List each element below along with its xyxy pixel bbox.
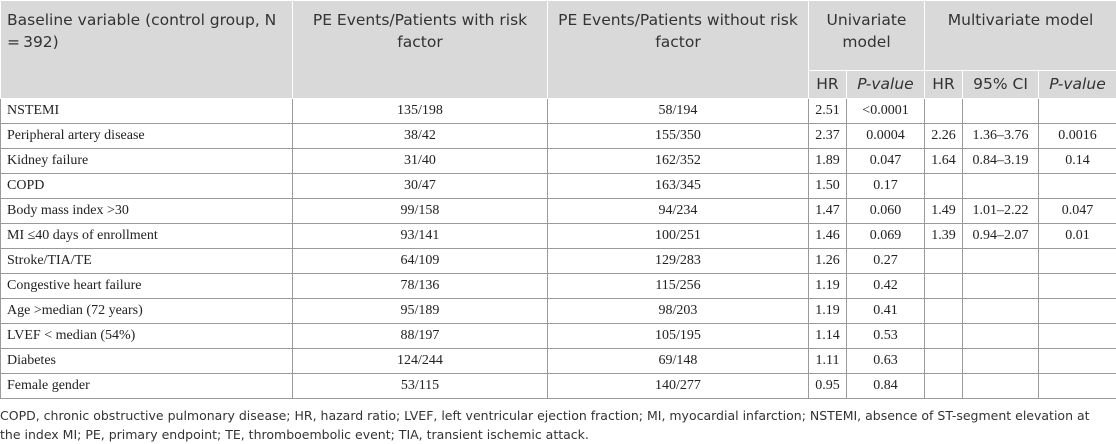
cell-variable-name: MI ≤40 days of enrollment bbox=[1, 224, 293, 249]
cell-without-risk-factor: 140/277 bbox=[548, 374, 809, 399]
cell-uni-hr: 1.47 bbox=[809, 199, 847, 224]
cell-uni-hr: 1.19 bbox=[809, 274, 847, 299]
cell-uni-hr: 2.37 bbox=[809, 124, 847, 149]
cell-multi-hr: 1.39 bbox=[925, 224, 963, 249]
cell-multi-pvalue bbox=[1039, 274, 1116, 299]
cell-multi-pvalue bbox=[1039, 99, 1116, 124]
cell-multi-ci bbox=[963, 324, 1039, 349]
cell-variable-name: COPD bbox=[1, 174, 293, 199]
cell-uni-hr: 1.14 bbox=[809, 324, 847, 349]
cell-multi-hr bbox=[925, 249, 963, 274]
cell-uni-pvalue: 0.41 bbox=[847, 299, 925, 324]
cell-multi-pvalue: 0.0016 bbox=[1039, 124, 1116, 149]
cell-multi-pvalue bbox=[1039, 324, 1116, 349]
cell-uni-pvalue: 0.0004 bbox=[847, 124, 925, 149]
cell-multi-ci bbox=[963, 99, 1039, 124]
cell-uni-hr: 0.95 bbox=[809, 374, 847, 399]
cell-variable-name: Kidney failure bbox=[1, 149, 293, 174]
cell-uni-hr: 1.50 bbox=[809, 174, 847, 199]
cell-multi-hr: 2.26 bbox=[925, 124, 963, 149]
cell-uni-pvalue: 0.53 bbox=[847, 324, 925, 349]
cell-without-risk-factor: 69/148 bbox=[548, 349, 809, 374]
header-multivariate-model: Multivariate model bbox=[925, 1, 1116, 71]
cell-uni-pvalue: 0.27 bbox=[847, 249, 925, 274]
cell-without-risk-factor: 105/195 bbox=[548, 324, 809, 349]
table-row bbox=[1, 149, 1116, 174]
cell-with-risk-factor: 53/115 bbox=[293, 374, 548, 399]
cell-with-risk-factor: 135/198 bbox=[293, 99, 548, 124]
cell-with-risk-factor: 124/244 bbox=[293, 349, 548, 374]
cell-multi-hr: 1.64 bbox=[925, 149, 963, 174]
cell-multi-ci: 1.36–3.76 bbox=[963, 124, 1039, 149]
table-row bbox=[1, 274, 1116, 299]
cell-multi-ci: 1.01–2.22 bbox=[963, 199, 1039, 224]
cell-uni-pvalue: 0.42 bbox=[847, 274, 925, 299]
cell-variable-name: LVEF < median (54%) bbox=[1, 324, 293, 349]
cell-uni-hr: 1.19 bbox=[809, 299, 847, 324]
cell-uni-pvalue: <0.0001 bbox=[847, 99, 925, 124]
cell-variable-name: Body mass index >30 bbox=[1, 199, 293, 224]
cell-uni-pvalue: 0.17 bbox=[847, 174, 925, 199]
table-row bbox=[1, 224, 1116, 249]
cell-multi-pvalue bbox=[1039, 249, 1116, 274]
cell-multi-ci bbox=[963, 274, 1039, 299]
cell-variable-name: Peripheral artery disease bbox=[1, 124, 293, 149]
subheader-uni-pvalue: P-value bbox=[847, 71, 925, 99]
cell-multi-hr bbox=[925, 274, 963, 299]
cell-uni-pvalue: 0.63 bbox=[847, 349, 925, 374]
cell-without-risk-factor: 58/194 bbox=[548, 99, 809, 124]
cell-with-risk-factor: 95/189 bbox=[293, 299, 548, 324]
table-body bbox=[1, 99, 1116, 399]
cell-uni-hr: 1.89 bbox=[809, 149, 847, 174]
cell-multi-hr: 1.49 bbox=[925, 199, 963, 224]
header-univariate-model: Univariate model bbox=[809, 1, 925, 71]
cell-without-risk-factor: 115/256 bbox=[548, 274, 809, 299]
cell-with-risk-factor: 30/47 bbox=[293, 174, 548, 199]
cell-with-risk-factor: 38/42 bbox=[293, 124, 548, 149]
cell-uni-hr: 2.51 bbox=[809, 99, 847, 124]
table-row bbox=[1, 124, 1116, 149]
cell-uni-hr: 1.46 bbox=[809, 224, 847, 249]
cell-variable-name: Diabetes bbox=[1, 349, 293, 374]
table-footnote: COPD, chronic obstructive pulmonary disease; HR, hazard ratio; LVEF, left ventricular ejection fraction; MI, myocardial infarction; NSTEMI, absence of ST-segment elevation at the index MI; PE, primary endpoint; TE, thromboembolic event; TIA, transient ischemic attack. bbox=[0, 408, 1090, 442]
cell-multi-ci: 0.84–3.19 bbox=[963, 149, 1039, 174]
cell-multi-hr bbox=[925, 324, 963, 349]
table-row bbox=[1, 324, 1116, 349]
cell-uni-pvalue: 0.047 bbox=[847, 149, 925, 174]
cell-multi-hr bbox=[925, 374, 963, 399]
cell-variable-name: NSTEMI bbox=[1, 99, 293, 124]
cell-variable-name: Age >median (72 years) bbox=[1, 299, 293, 324]
header-baseline-variable: Baseline variable (control group, N = 392) bbox=[1, 1, 293, 99]
cell-with-risk-factor: 99/158 bbox=[293, 199, 548, 224]
cell-multi-ci bbox=[963, 349, 1039, 374]
cell-multi-pvalue bbox=[1039, 299, 1116, 324]
cell-with-risk-factor: 88/197 bbox=[293, 324, 548, 349]
cell-multi-pvalue: 0.14 bbox=[1039, 149, 1116, 174]
table-header bbox=[1, 1, 1116, 99]
cell-multi-pvalue bbox=[1039, 174, 1116, 199]
cell-multi-hr bbox=[925, 349, 963, 374]
cell-with-risk-factor: 93/141 bbox=[293, 224, 548, 249]
cell-without-risk-factor: 98/203 bbox=[548, 299, 809, 324]
cell-multi-ci bbox=[963, 174, 1039, 199]
cell-uni-hr: 1.26 bbox=[809, 249, 847, 274]
subheader-uni-hr: HR bbox=[809, 71, 847, 99]
cell-multi-ci bbox=[963, 249, 1039, 274]
cell-multi-pvalue: 0.047 bbox=[1039, 199, 1116, 224]
table-row bbox=[1, 249, 1116, 274]
table-row bbox=[1, 374, 1116, 399]
cell-multi-ci: 0.94–2.07 bbox=[963, 224, 1039, 249]
cell-multi-ci bbox=[963, 374, 1039, 399]
cell-variable-name: Congestive heart failure bbox=[1, 274, 293, 299]
cell-without-risk-factor: 163/345 bbox=[548, 174, 809, 199]
subheader-multi-pvalue: P-value bbox=[1039, 71, 1116, 99]
cell-uni-pvalue: 0.069 bbox=[847, 224, 925, 249]
header-with-risk-factor: PE Events/Patients with risk factor bbox=[293, 1, 548, 99]
cell-with-risk-factor: 78/136 bbox=[293, 274, 548, 299]
table-row bbox=[1, 349, 1116, 374]
header-without-risk-factor: PE Events/Patients without risk factor bbox=[548, 1, 809, 99]
cell-with-risk-factor: 31/40 bbox=[293, 149, 548, 174]
subheader-multi-hr: HR bbox=[925, 71, 963, 99]
cell-multi-pvalue bbox=[1039, 349, 1116, 374]
table-row bbox=[1, 299, 1116, 324]
table-row bbox=[1, 174, 1116, 199]
cell-multi-pvalue bbox=[1039, 374, 1116, 399]
cell-variable-name: Female gender bbox=[1, 374, 293, 399]
cell-multi-pvalue: 0.01 bbox=[1039, 224, 1116, 249]
cell-uni-hr: 1.11 bbox=[809, 349, 847, 374]
cell-multi-hr bbox=[925, 174, 963, 199]
cell-multi-hr bbox=[925, 299, 963, 324]
cell-without-risk-factor: 100/251 bbox=[548, 224, 809, 249]
cell-without-risk-factor: 155/350 bbox=[548, 124, 809, 149]
cell-without-risk-factor: 129/283 bbox=[548, 249, 809, 274]
subheader-multi-ci: 95% CI bbox=[963, 71, 1039, 99]
cell-with-risk-factor: 64/109 bbox=[293, 249, 548, 274]
cell-without-risk-factor: 94/234 bbox=[548, 199, 809, 224]
cell-uni-pvalue: 0.060 bbox=[847, 199, 925, 224]
cell-multi-hr bbox=[925, 99, 963, 124]
table-row bbox=[1, 99, 1116, 124]
cell-uni-pvalue: 0.84 bbox=[847, 374, 925, 399]
table-row bbox=[1, 199, 1116, 224]
cell-without-risk-factor: 162/352 bbox=[548, 149, 809, 174]
cell-variable-name: Stroke/TIA/TE bbox=[1, 249, 293, 274]
cell-multi-ci bbox=[963, 299, 1039, 324]
